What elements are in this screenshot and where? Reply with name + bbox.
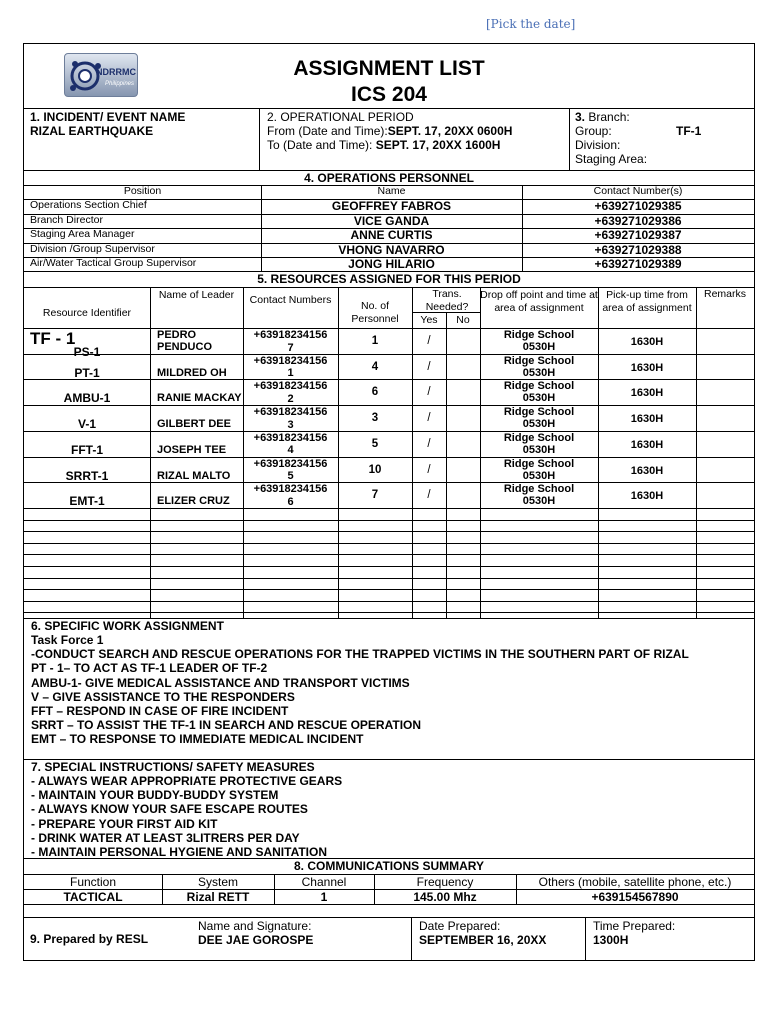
res-dropoff[interactable]: Ridge School 0530H [503,431,575,456]
res-personnel[interactable]: 5 [371,437,379,450]
res-h-pickup: Pick-up time from area of assignment [602,289,692,314]
ops-title: 4. OPERATIONS PERSONNEL [304,171,474,185]
res-h-no: No [456,314,470,326]
res-pickup[interactable]: 1630H [630,438,664,451]
safety-line[interactable]: - PREPARE YOUR FIRST AID KIT [31,816,218,831]
res-id[interactable]: V-1 [77,417,96,432]
res-leader[interactable] [157,435,247,457]
time-label: Time Prepared: [593,919,676,933]
res-trans-no[interactable] [446,458,480,480]
res-dropoff[interactable]: Ridge School 0530H [503,354,575,379]
res-h-remarks: Remarks [703,288,746,300]
ops-position: Air/Water Tactical Group Supervisor [30,257,197,269]
res-pickup[interactable]: 1630H [630,387,664,400]
period-from [267,124,512,138]
period-to [267,138,500,152]
res-personnel[interactable]: 10 [368,463,382,476]
res-personnel[interactable]: 3 [371,412,379,425]
incident-value[interactable]: RIZAL EARTHQUAKE [30,124,154,138]
res-contact[interactable]: +639182341567 [253,329,328,354]
work-line[interactable]: PT - 1– TO ACT AS TF-1 LEADER OF TF-2 [31,661,268,676]
ops-position: Branch Director [30,213,103,226]
res-trans-yes[interactable]: / [427,412,431,425]
res-dropoff[interactable]: Ridge School 0530H [503,457,575,482]
work-line[interactable]: -CONDUCT SEARCH AND RESCUE OPERATIONS FOR THE TRAPPED VICTIMS IN THE SOUTHERN PART OF RIZAL [31,647,689,662]
work-line[interactable]: V – GIVE ASSISTANCE TO THE RESPONDERS [31,689,295,704]
res-leader[interactable] [157,329,247,354]
comm-h-system: System [197,875,238,889]
safety-line[interactable]: - MAINTAIN YOUR BUDDY-BUDDY SYSTEM [31,788,279,803]
incident-label: 1. INCIDENT/ EVENT NAME [30,110,186,124]
ops-contact[interactable]: +639271029385 [594,199,682,214]
res-tf-label: TF - 1 [30,329,76,348]
safety-line[interactable]: - MAINTAIN PERSONAL HYGIENE AND SANITATION [31,845,328,859]
res-leader[interactable] [157,409,247,431]
res-leader-text: GILBERT DEE [157,418,231,431]
time-value[interactable]: 1300H [593,933,629,947]
comm-channel[interactable]: 1 [320,890,328,904]
comm-h-others: Others (mobile, satellite phone, etc.) [538,875,732,889]
comm-function[interactable]: TACTICAL [63,890,123,904]
res-leader[interactable] [157,486,247,508]
res-trans-yes[interactable]: / [427,463,431,476]
ops-h-contact: Contact Number(s) [593,185,683,197]
branch-num: 3. [575,110,586,124]
ndrrmc-logo [64,53,138,97]
form-code: ICS 204 [351,83,427,106]
ops-position: Staging Area Manager [30,228,135,241]
ops-contact[interactable]: +639271029389 [594,257,682,271]
res-pickup[interactable]: 1630H [630,336,664,348]
res-leader[interactable] [157,383,247,405]
res-h-trans: Trans. Needed? [425,288,469,313]
res-leader-text: MILDRED OH [157,366,227,379]
res-trans-no[interactable] [446,329,480,351]
res-trans-no[interactable] [446,406,480,428]
res-id[interactable]: AMBU-1 [63,391,111,406]
res-trans-yes[interactable]: / [427,335,431,347]
ics-204-form [23,43,755,961]
res-id[interactable]: PT-1 [74,365,100,380]
res-pickup[interactable]: 1630H [630,361,664,374]
res-leader[interactable] [157,461,247,483]
res-h-yes: Yes [420,314,438,326]
ops-h-name: Name [377,185,406,197]
group-label: Group: [575,124,612,138]
comm-system[interactable]: Rizal RETT [186,890,250,904]
res-dropoff[interactable]: Ridge School 0530H [503,329,575,353]
ops-contact[interactable]: +639271029387 [594,228,682,243]
date-value[interactable]: SEPTEMBER 16, 20XX [419,933,547,947]
comm-h-channel: Channel [301,875,347,889]
safety-line[interactable]: - ALWAYS WEAR APPROPRIATE PROTECTIVE GEARS [31,774,343,788]
res-contact[interactable]: +639182341562 [253,380,328,405]
staging-label[interactable]: Staging Area: [575,152,648,166]
res-contact[interactable]: +639182341561 [253,354,328,380]
res-trans-yes[interactable]: / [427,386,431,399]
to-label: To (Date and Time): [267,138,373,152]
res-leader[interactable] [157,358,247,380]
res-trans-yes[interactable]: / [427,360,431,373]
res-leader-text: JOSEPH TEE [157,443,227,456]
ops-name[interactable]: ANNE CURTIS [350,228,433,243]
form-title: ASSIGNMENT LIST [293,57,485,80]
res-contact[interactable]: +639182341566 [253,483,328,508]
work-line[interactable]: FFT – RESPOND IN CASE OF FIRE INCIDENT [31,704,289,718]
comm-frequency[interactable]: 145.00 Mhz [413,890,477,904]
res-id[interactable]: FFT-1 [71,442,103,457]
res-leader-text: RANIE MACKAY [157,392,242,405]
logo-text: NDRRMC [96,67,136,77]
division-label[interactable]: Division: [575,138,621,152]
ops-h-position: Position [123,185,162,197]
comm-h-frequency: Frequency [416,875,474,889]
safety-title: 7. SPECIAL INSTRUCTIONS/ SAFETY MEASURES [31,760,315,774]
pick-date-placeholder[interactable]: [Pick the date] [486,17,576,31]
work-line[interactable]: EMT – TO RESPONSE TO IMMEDIATE MEDICAL INCIDENT [31,732,364,747]
work-title: 6. SPECIFIC WORK ASSIGNMENT [31,619,224,633]
sig-label: Name and Signature: [198,919,312,933]
res-personnel[interactable]: 1 [371,335,379,347]
res-contact[interactable]: +639182341565 [253,457,328,482]
ops-name[interactable]: JONG HILARIO [348,257,435,271]
res-trans-no[interactable] [446,432,480,454]
logo-subtext: Philippines [105,81,135,87]
ops-name[interactable]: GEOFFREY FABROS [331,199,452,214]
res-leader-text: RIZAL MALTO [157,469,231,482]
ops-position: Operations Section Chief [30,199,147,212]
ops-contact[interactable]: +639271029388 [594,242,682,257]
to-value[interactable]: SEPT. 17, 20XX 1600H [375,138,501,152]
work-line[interactable]: SRRT – TO ASSIST THE TF-1 IN SEARCH AND RESCUE OPERATION [31,718,422,733]
res-leader-text: ELIZER CRUZ [157,495,230,508]
period-label: 2. OPERATIONAL PERIOD [267,110,414,124]
res-h-dropoff: Drop off point and time at area of assignment [480,289,598,314]
date-label: Date Prepared: [419,919,501,933]
work-line[interactable]: AMBU-1- GIVE MEDICAL ASSISTANCE AND TRANSPORT VICTIMS [31,675,410,690]
res-id[interactable]: EMT-1 [69,494,105,509]
res-pickup[interactable]: 1630H [630,464,664,477]
safety-line[interactable]: - DRINK WATER AT LEAST 3LITRERS PER DAY [31,830,300,845]
res-trans-no[interactable] [446,355,480,377]
res-dropoff[interactable]: Ridge School 0530H [503,483,575,508]
res-dropoff[interactable]: Ridge School 0530H [503,406,575,431]
res-pickup[interactable]: 1630H [630,490,664,503]
ops-name[interactable]: VHONG NAVARRO [338,242,445,257]
branch-label: Branch: [588,110,630,124]
res-title: 5. RESOURCES ASSIGNED FOR THIS PERIOD [257,272,521,286]
work-line[interactable]: Task Force 1 [31,633,104,647]
res-trans-yes[interactable]: / [427,489,431,502]
from-value[interactable]: SEPT. 17, 20XX 0600H [387,124,513,138]
res-dropoff[interactable]: Ridge School 0530H [503,380,575,405]
comm-h-function: Function [69,875,117,889]
res-pickup[interactable]: 1630H [630,413,664,426]
res-personnel[interactable]: 4 [371,360,379,373]
ops-position: Division /Group Supervisor [30,242,155,255]
ops-name[interactable]: VICE GANDA [353,213,430,228]
res-contact[interactable]: +639182341563 [253,406,328,431]
prepared-label: 9. Prepared by RESL [30,932,149,946]
from-label: From (Date and Time): [267,124,388,138]
res-trans-no[interactable] [446,380,480,402]
branch-field[interactable] [575,110,630,124]
res-h-contact: Contact Numbers [249,294,332,306]
safety-line[interactable]: - ALWAYS KNOW YOUR SAFE ESCAPE ROUTES [31,802,308,817]
res-id[interactable]: SRRT-1 [65,468,109,483]
res-personnel[interactable]: 7 [371,489,379,502]
sig-value[interactable]: DEE JAE GOROSPE [198,933,314,947]
res-h-id: Resource Identifier [42,307,132,319]
res-h-personnel: No. of Personnel [351,300,399,325]
res-personnel[interactable]: 6 [371,386,379,399]
res-leader-text: PEDRO PENDUCO [157,329,213,353]
res-trans-yes[interactable]: / [427,437,431,450]
group-value[interactable]: TF-1 [676,124,702,138]
res-id[interactable]: PS-1 [73,345,101,359]
comm-title: 8. COMMUNICATIONS SUMMARY [294,859,484,873]
comm-others[interactable]: +639154567890 [591,890,679,904]
res-trans-no[interactable] [446,483,480,505]
ops-contact[interactable]: +639271029386 [594,213,682,228]
res-contact[interactable]: +639182341564 [253,431,328,457]
res-h-leader: Name of Leader [158,289,235,301]
